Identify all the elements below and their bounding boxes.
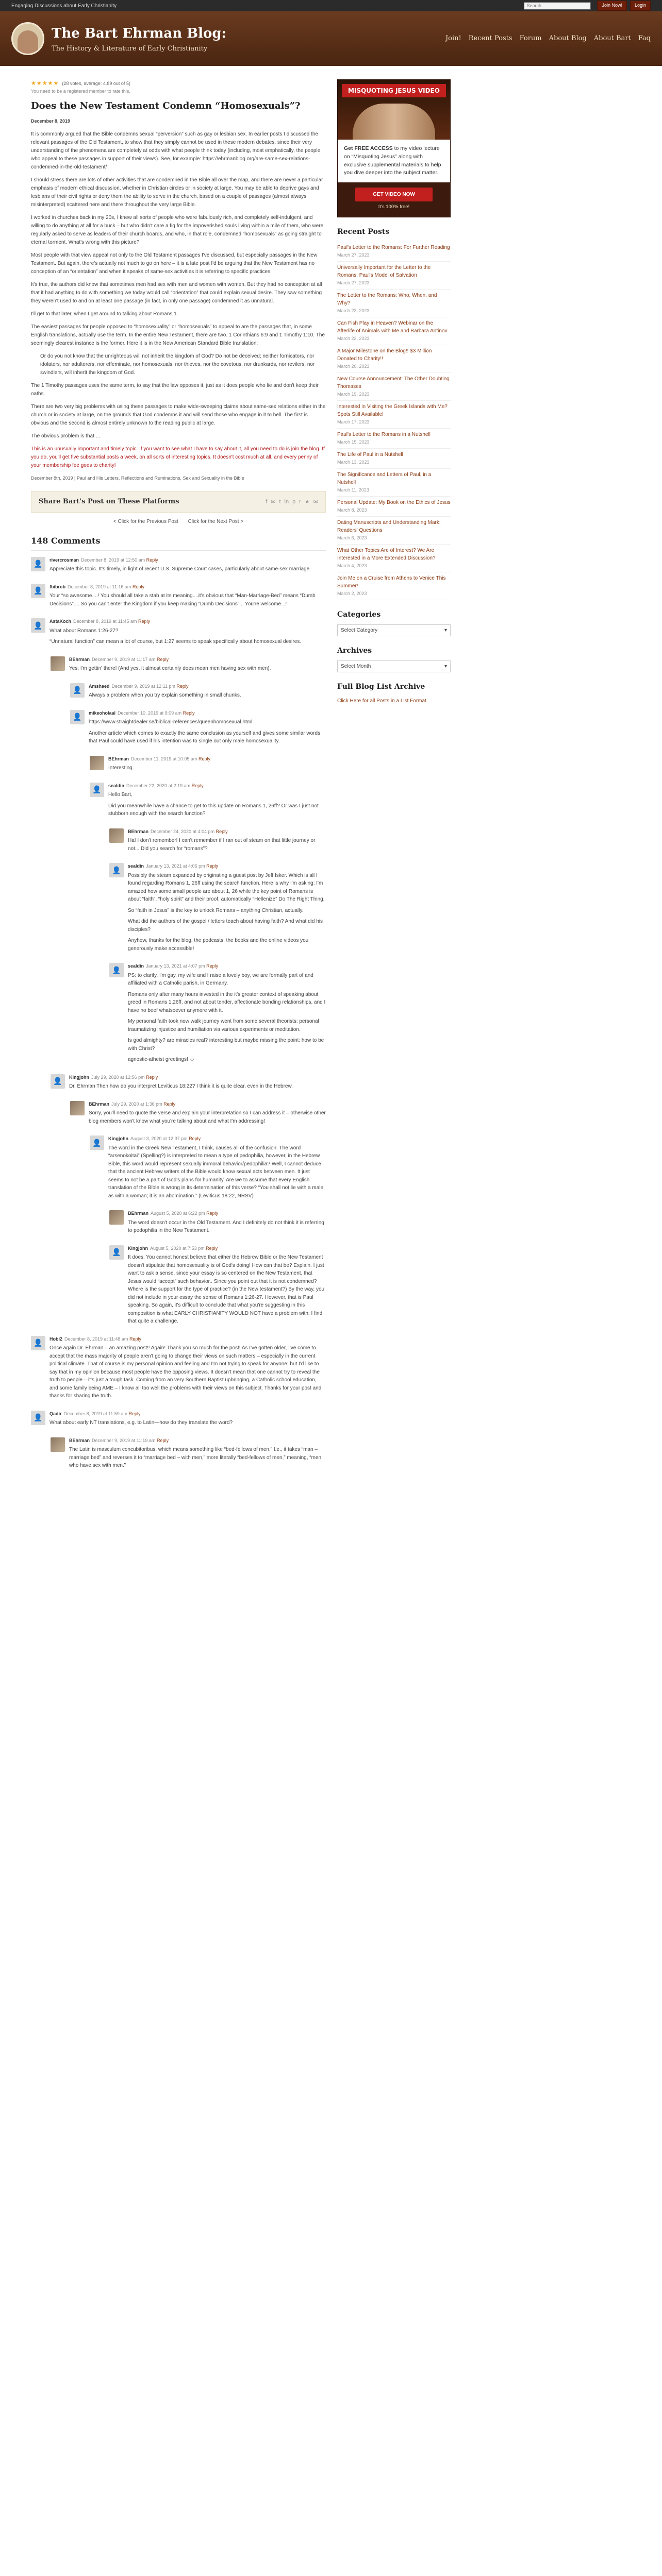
comment-header — [128, 828, 326, 836]
comment-date[interactable]: December 10, 2019 at 9:09 am — [118, 710, 182, 716]
comment-text — [89, 718, 326, 745]
comments-title: 148 Comments — [31, 535, 326, 551]
comment-author[interactable]: Qadir — [49, 1411, 62, 1416]
comment-date[interactable]: December 9, 2019 at 11:19 am — [92, 1437, 156, 1443]
archives-heading: Archives — [337, 647, 372, 655]
sidebar — [337, 79, 451, 1480]
avatar — [51, 1437, 65, 1452]
recent-post-date: March 19, 2023 — [337, 392, 370, 397]
full-blog-list-link[interactable]: Click Here for all Posts in a List Format — [337, 698, 426, 704]
previous-post-link[interactable]: < Click for the Previous Post — [113, 518, 178, 524]
join-now-button[interactable]: Join Now! — [597, 1, 627, 11]
comment-paragraph: https://www.straightdealer.se/biblical-references/queenhomosexual.html — [89, 719, 253, 725]
reply-link[interactable]: Reply — [191, 783, 204, 788]
comment-text — [69, 665, 326, 673]
recent-post-date: March 4, 2023 — [337, 563, 367, 569]
avatar — [70, 1101, 85, 1115]
comment-paragraph: My personal faith took now walk journey went from some several theorists: personal traumatizing injustice and humiliation via various experiments or meditation. — [128, 1019, 319, 1032]
comment-header — [69, 1437, 326, 1445]
comment-author[interactable]: Kingjohn — [69, 1074, 89, 1080]
rating-text: (28 votes, average: 4.89 out of 5) — [62, 80, 130, 86]
recent-posts-list — [337, 242, 451, 600]
recent-post-link[interactable]: The Significance and Letters of Paul, in a Nutshell — [337, 472, 432, 486]
promo-banner: MISQUOTING JESUS VIDEO — [342, 84, 446, 97]
comment — [109, 963, 326, 1067]
bookmark-icon[interactable]: ★ — [304, 498, 310, 505]
recent-post-link[interactable]: The Letter to the Romans: Who, When, and Why? — [337, 293, 437, 307]
linkedin-icon[interactable]: in — [284, 498, 289, 505]
comment-header — [69, 1074, 326, 1081]
nav-about-bart[interactable]: About Bart — [593, 35, 631, 43]
comment-body — [128, 863, 326, 956]
avatar: 👤 — [31, 557, 45, 571]
share-title: Share Bart's Post on These Platforms — [39, 498, 179, 505]
avatar: 👤 — [109, 863, 124, 877]
reply-link[interactable]: Reply — [206, 963, 219, 969]
recent-post-date: March 20, 2023 — [337, 364, 370, 369]
nav-forum[interactable]: Forum — [519, 35, 542, 43]
reply-link[interactable]: Reply — [156, 656, 169, 662]
nav-about-blog[interactable]: About Blog — [549, 35, 587, 43]
comment-date[interactable]: July 29, 2020 at 12:56 pm — [91, 1074, 145, 1080]
comment-text — [128, 1219, 326, 1235]
recent-post-link[interactable]: Dating Manuscripts and Understanding Mark: Readers' Questions — [337, 520, 441, 534]
reply-link[interactable]: Reply — [189, 1136, 201, 1141]
search-input[interactable] — [524, 2, 591, 10]
comment-paragraph: Yes, I'm gettin' there! (And yes, it almost certainly does mean men having sex with men). — [69, 666, 271, 671]
recent-post-link[interactable]: Can Fish Play in Heaven? Webinar on the Afterlife of Animals with Me and Barbara Antinov — [337, 320, 448, 334]
comment-paragraph: agnostic-atheist greetings! ☺ — [128, 1057, 195, 1062]
recent-post-date: March 13, 2023 — [337, 460, 370, 465]
avatar: 👤 — [70, 710, 85, 724]
comment — [90, 756, 326, 775]
reply-link[interactable]: Reply — [163, 1101, 176, 1107]
facebook-icon[interactable]: f — [266, 498, 268, 505]
comment — [90, 783, 326, 821]
recent-post-item — [337, 517, 451, 545]
categories-select-value: Select Category — [341, 628, 378, 634]
site-logo[interactable] — [11, 22, 44, 55]
reply-link[interactable]: Reply — [146, 557, 158, 563]
comment-body — [49, 557, 326, 577]
comment-date[interactable]: December 8, 2019 at 12:50 am — [81, 557, 145, 563]
share-box — [31, 491, 326, 513]
comment-paragraph: Is god almighty? are miracles real? interesting but maybe missing the point: how to be with Christ? — [128, 1038, 324, 1052]
post-paragraph: The easiest passages for people opposed to “homosexuality” or “homosexuals” to appeal to are the passages that, in some English translations, actually use the term. In the entire New Testament, there are two. 1 Corinthians 6:9 and 1 Timothy 1:10. The seemingly clearest instance is the former. Here it is in the New American Standard Bible translation: — [31, 324, 325, 346]
avatar: 👤 — [70, 683, 85, 698]
recent-post-item — [337, 545, 451, 572]
comment-header — [108, 783, 326, 790]
comment — [51, 1437, 326, 1473]
comment-paragraph: Romans only after many hours invested in the it's greater context of speaking about greed in Romans 1,26ff, and not about tender, affectionate bonding relationships, and I have no beef whatsoever anymore with it. — [128, 991, 326, 1013]
post-paragraph: The 1 Timothy passages uses the same term, to say that the law opposes it, just as it does people who lie and don't keep their oaths. — [31, 382, 319, 397]
comment-author[interactable]: BEhrman — [108, 756, 129, 761]
comment-date[interactable]: August 5, 2020 at 6:22 pm — [151, 1211, 205, 1216]
comment-header — [108, 756, 326, 763]
avatar: 👤 — [31, 618, 45, 633]
reply-link[interactable]: Reply — [129, 1336, 141, 1342]
top-bar — [0, 0, 662, 11]
comment-date[interactable]: December 8, 2019 at 11:48 am — [64, 1336, 128, 1342]
avatar — [51, 656, 65, 671]
comment-body — [108, 1136, 326, 1203]
next-post-link[interactable]: Click for the Next Post > — [188, 518, 244, 524]
reply-link[interactable]: Reply — [183, 710, 195, 716]
chevron-down-icon: ▾ — [444, 628, 447, 634]
recent-post-item — [337, 317, 451, 345]
comment-date[interactable]: August 5, 2020 at 7:53 pm — [150, 1245, 205, 1251]
comment — [31, 557, 326, 577]
main-nav — [445, 33, 651, 44]
comment — [70, 710, 326, 749]
comment — [70, 1101, 326, 1129]
share-icons — [266, 498, 318, 506]
comment-author[interactable]: sealdin — [108, 783, 125, 788]
recent-post-date: March 17, 2023 — [337, 419, 370, 425]
recent-posts-heading: Recent Posts — [337, 228, 390, 236]
comment-date[interactable]: December 9, 2019 at 11:17 am — [92, 656, 156, 662]
pinterest-icon[interactable]: p — [292, 498, 296, 505]
reply-link[interactable]: Reply — [146, 1074, 158, 1080]
post-paragraph: I should stress there are lots of other activities that are condemned in the Bible all over the map, and there are never a particular emphasis of modern ethical discussion, whether in Christian circles or in society at large. You may be able to deprive gays and lesbians of their civil rights or deny them the ability to serve in the church, based on a couple of passages (almost always misinterpreted) scattered here and there throughout the very large Bible. — [31, 177, 323, 208]
comment-body — [49, 618, 326, 649]
twitter-icon[interactable]: t — [279, 498, 281, 505]
comment-body — [49, 1411, 326, 1430]
reply-link[interactable]: Reply — [206, 1211, 219, 1216]
comment-paragraph: What about Romans 1:26-27? — [49, 628, 119, 634]
comment-text — [69, 1082, 326, 1091]
comment-text — [128, 837, 326, 853]
comment-text — [128, 972, 326, 1064]
recent-post-item — [337, 572, 451, 600]
comment-body — [69, 1437, 326, 1473]
comment-paragraph: Anyhow, thanks for the blog, the podcasts, the books and the online videos you generously make accessible! — [128, 938, 309, 952]
recent-post-date: March 23, 2023 — [337, 308, 370, 314]
post-paragraph: There are two very big problems with using these passages to make wide-sweeping claims about same-sex relations either in the church or in society at large, on the grounds that God condemns it and will send those who engage in it to hell. The first is obvious and the second is almost entirely unknown to the reading public at large. — [31, 403, 326, 426]
recent-post-date: March 8, 2023 — [337, 507, 367, 513]
recent-post-link[interactable]: The Life of Paul in a Nutshell — [337, 452, 403, 458]
comment-paragraph: Your “so awesome....! You should all take a stab at its meaning....it's obvious that “Man-Marriage-Bed” means “Dumb Decisions”.... So you can't enter the Kingdom if you keep making “Dumb Decisions”... You're welcome...! — [49, 593, 316, 607]
nav-faq[interactable]: Faq — [638, 35, 651, 43]
post-meta[interactable]: December 8th, 2019 | Paul and His Letters, Reflections and Ruminations, Sex and Sexuality in the Bible — [31, 475, 244, 481]
comment-date[interactable]: July 29, 2020 at 1:36 pm — [111, 1101, 162, 1107]
post-body — [31, 130, 326, 470]
avatar — [90, 756, 104, 770]
comment-text — [128, 872, 326, 953]
nav-join[interactable]: Join! — [445, 35, 461, 43]
comment-text — [108, 764, 326, 772]
comment-date[interactable]: December 8, 2019 at 11:45 am — [73, 619, 137, 624]
recent-post-link[interactable]: A Major Milestone on the Blog!! $3 Million Donated to Charity!! — [337, 348, 432, 362]
comment — [109, 828, 326, 856]
comment-header — [49, 1411, 326, 1418]
comment-author[interactable]: BEhrman — [89, 1101, 110, 1107]
avatar: 👤 — [31, 584, 45, 598]
recent-post-link[interactable]: Join Me on a Cruise from Athens to Venice This Summer! — [337, 575, 446, 589]
comment-text — [69, 1446, 326, 1470]
comment-paragraph: Sorry, you'll need to quote the verse and explain your interpretation so I can address it – otherwise other blog members won't know what you're talking about and what I'm addressing! — [89, 1110, 326, 1124]
comment-body — [128, 1245, 326, 1329]
comment — [31, 1411, 326, 1430]
reply-link[interactable]: Reply — [156, 1437, 169, 1443]
site-title[interactable]: The Bart Ehrman Blog: — [52, 25, 227, 41]
recent-post-date: March 27, 2023 — [337, 280, 370, 286]
promo-photo — [353, 104, 435, 140]
comment-body — [108, 783, 326, 821]
post-paragraph: The obvious problem is that … — [31, 433, 101, 439]
avatar: 👤 — [90, 783, 104, 797]
comment-text — [108, 791, 326, 818]
comment-body — [108, 756, 326, 775]
comment-paragraph: Once again Dr. Ehrman – an amazing post!! Again! Thank you so much for the post! As I've gotten older, I've come to accept that the mass majority of people aren't going to change their views on such matters – especially in the current political climate. That of course is my personal opinion and feeling and I'm not trying to speak for anyone; but I'd like to say that in my opinion because most people have the opposing views. It doesn't mean that one cannot try to reveal the truth to people – it's just a tough task. Coming from an very Southern Baptist upbringing, a Catholic school education, and some family being AME – I know all too well the problems with their views on this subject. Thanks for your post and thanks for sharing the truth. — [49, 1345, 322, 1399]
avatar: 👤 — [109, 1245, 124, 1260]
comment-author[interactable]: Kingjohn — [128, 1245, 148, 1251]
comment-header — [89, 683, 326, 690]
full-blog-heading: Full Blog List Archive — [337, 683, 425, 691]
comment-date[interactable]: January 13, 2021 at 4:06 pm — [146, 863, 205, 869]
recent-post-item — [337, 373, 451, 401]
comment-header — [49, 618, 326, 625]
post-paragraph: It's true, the authors did know that sometimes men had sex with men and women with women. But they had no conception at all that it had anything to do with something we today would call “orientation” that could explain sexual desire. They saw something they weren't used to and on at least one passage (in fact, in only one passage) condemned it as unnatural. — [31, 281, 322, 304]
comment — [51, 656, 326, 676]
recent-post-date: March 22, 2023 — [337, 336, 370, 342]
comment-paragraph: So “faith in Jesus” is the key to unlock Romans – anything Christian, actually. — [128, 907, 304, 913]
comment-author[interactable]: sealdin — [128, 863, 144, 869]
avatar — [109, 1210, 124, 1225]
comment-author[interactable]: BEhrman — [128, 1211, 149, 1216]
bible-quote: Or do you not know that the unrighteous will not inherit the kingdom of God? Do not be deceived; neither fornicators, nor idolaters, nor adulterers, nor effeminate, nor homosexuals, nor thieves, nor the covetous, nor drunkards, nor revilers, nor swindlers, will inherit the kingdom of God. — [40, 353, 315, 376]
categories-select[interactable] — [337, 624, 451, 636]
comment-paragraph: Always a problem when you try explain something in small chunks. — [89, 692, 241, 698]
post-paragraph: Most people with that view appeal not only to the Old Testament passages I've discussed, but especially passages in the New Testament. But again, there's actually not much to go on here – it is a late post I'd be arguing that the New Testament has no conception of an “orientation” and when it speaks of same-sex activities it is referring to specific practices. — [31, 252, 318, 275]
comment-date[interactable]: December 8, 2019 at 11:16 am — [68, 584, 131, 589]
login-button[interactable]: Login — [630, 1, 651, 11]
recent-post-link[interactable]: New Course Announcement: The Other Doubting Thomases — [337, 376, 450, 390]
main-content — [31, 79, 326, 1480]
site-tagline: Engaging Discussions about Early Christianity — [11, 3, 117, 9]
comment-author[interactable]: AstaKoch — [49, 619, 72, 624]
comment-date[interactable]: August 3, 2020 at 12:37 pm — [130, 1136, 188, 1141]
comment-paragraph: The Latin is masculum concubitoribus, which means something like “bed-fellows of men.” I.e., it takes “man – marriage bed” and reverses it to “marriage bed – with men,” more literally “bed-fellows of men,” meaning, “men who have sex with men.” — [69, 1447, 322, 1468]
reply-link[interactable]: Reply — [198, 756, 210, 761]
post-title: Does the New Testament Condemn “Homosexuals”? — [31, 100, 301, 111]
archives-select-value: Select Month — [341, 664, 371, 670]
avatar: 👤 — [31, 1411, 45, 1425]
recent-post-link[interactable]: Paul's Letter to the Romans: For Further Reading — [337, 245, 450, 251]
comment — [90, 1136, 326, 1203]
comment-header — [49, 557, 326, 564]
comment-header — [128, 1245, 326, 1252]
comment — [31, 618, 326, 649]
recent-post-item — [337, 242, 451, 262]
comment — [109, 1210, 326, 1238]
recent-post-link[interactable]: Paul's Letter to the Romans in a Nutshell — [337, 432, 431, 438]
reply-link[interactable]: Reply — [216, 828, 228, 834]
promo-get-free: Get FREE ACCESS — [344, 145, 393, 151]
comment-author[interactable]: BEhrman — [69, 1437, 90, 1443]
post-paragraph: It is commonly argued that the Bible condemns sexual “perversion” such as gay or lesbian sex. In earlier posts I discussed the relevant passages of the Old Testament, to show that they simply cannot be used in these modern debates, since their very understanding of the phenomena are completely at odds with what people think today (including, most emphatically, the people who appeal to these passages in support of their views). See, for example: https://ehrmanblog.org/are-same-sex-relations-condemned-in-the-old-testament/ — [31, 131, 321, 170]
comment-author[interactable]: rivercrosman — [49, 557, 79, 563]
reply-link[interactable]: Reply — [128, 1411, 141, 1416]
comment-paragraph: PS: to clarify, I'm gay, my wife and I raise a lovely boy, we are formally part of and affiliated with a Catholic parish, in Germany. — [128, 972, 313, 986]
comment-paragraph: It does. You cannot honest believe that either the Hebrew Bible or the New Testament doesn't stipulate that homosexuality is of God's doing! How can that be? Explain. I just want to ask a sense, since your essay is so centered on the New Testament, that Jesus would “accept” such behavior.. Since you point out that it is not condemned? Where is the support for the type of practice? (in the New testament?) By the way, you did not include in your essay the sense of Romans 1:26-27. However, that is Paul speaking. So again, it's difficult to conclude that what you're suggesting in this composition is what EARLY CHRISTIANITY WOULD NOT have a problem with; I find that quite a challenge. — [128, 1255, 325, 1324]
post-navigation — [31, 518, 326, 526]
comment-text — [49, 565, 326, 573]
comment-paragraph: Appreciate this topic. It's timely, in light of recent U.S. Supreme Court cases, particularly about same-sex marriage. — [49, 566, 311, 572]
reply-link[interactable]: Reply — [138, 619, 150, 624]
comment-paragraph: The word in the Greek New Testament, I think, causes all of the confusion. The word “arsenokoitai” (Spelling?) is interpreted to mean a type of pedophilia, however, in the Hebrew Bible, this word would represent sexually immoral behavior/pedophilia? Well, I cannot deduce that the ancient Hebrew writers of the Bible would know sexual acts between men. It just seems to not be a part of God's plans for humanity. Are we to assume that every English translation of the Bible is wrong in its determination of this verse? “You shall not lie with a male as with a woman; it is an abomination.” (Leviticus 18:22, NRSV) — [108, 1145, 324, 1199]
comment-author[interactable]: fbibrob — [49, 584, 65, 589]
comment-body — [128, 828, 326, 856]
reply-link[interactable]: Reply — [206, 1245, 218, 1251]
comment-author[interactable]: BEhrman — [128, 828, 149, 834]
comment-text — [89, 1109, 326, 1125]
site-subtitle: The History & Literature of Early Christianity — [52, 44, 208, 53]
rating-note: You need to be a registered member to rate this. — [31, 88, 130, 94]
comment-text — [108, 1144, 326, 1200]
comment-paragraph: Interesting. — [108, 765, 134, 771]
comment-author[interactable]: Hobi2 — [49, 1336, 63, 1342]
comment — [51, 1074, 326, 1094]
comment-author[interactable]: sealdin — [128, 963, 144, 969]
comment-header — [128, 863, 326, 870]
comment-paragraph: What did the authors of the gospel / letters teach about having faith? And what did his disciples? — [128, 919, 323, 933]
site-header — [0, 11, 662, 66]
recent-post-item — [337, 345, 451, 373]
avatar: 👤 — [31, 1336, 45, 1350]
promo-image[interactable] — [338, 80, 450, 140]
comment-date[interactable]: January 13, 2021 at 4:07 pm — [146, 963, 205, 969]
comment-date[interactable]: December 8, 2019 at 11:59 am — [63, 1411, 127, 1416]
comment-body — [69, 1074, 326, 1094]
comment-text — [49, 592, 326, 608]
comment-paragraph: Another article which comes to exactly the same conclusion as yourself and gives some similar words that Paul could have used if his intention was to single out only male homosexuality. — [89, 730, 321, 744]
reply-link[interactable]: Reply — [132, 584, 144, 589]
comment-paragraph: Possibly the steam expanded by originating a guest post by Jeff Isker. Which is all I found regarding Romans 1, 26ff using the search function. Here is why I'm asking: I'm amazed how some small people are about 1, 26 while the key point of Romans is about “faith”, “holy spirit” and their proof: automatically “Hellenize” Do The Right Thing. — [128, 872, 325, 902]
recent-post-item — [337, 290, 451, 317]
comment-date[interactable]: December 9, 2019 at 12:11 pm — [111, 683, 175, 689]
recent-post-date: March 15, 2023 — [337, 439, 370, 445]
comment-text — [89, 691, 326, 700]
comment-author[interactable]: Kingjohn — [108, 1136, 128, 1141]
comment-author[interactable]: mikeoholaal — [89, 710, 116, 716]
recent-post-item — [337, 449, 451, 469]
reply-link[interactable]: Reply — [176, 683, 189, 689]
comment-author[interactable]: Amshaed — [89, 683, 110, 689]
comment-date[interactable]: December 11, 2019 at 10:05 am — [131, 756, 197, 761]
avatar — [109, 828, 124, 843]
categories-heading: Categories — [337, 611, 381, 619]
comment-body — [69, 656, 326, 676]
recent-post-item — [337, 497, 451, 517]
comment-paragraph: What about early NT translations, e.g. to Latin—how do they translate the word? — [49, 1420, 233, 1426]
recent-post-item — [337, 401, 451, 429]
comment — [70, 683, 326, 703]
recent-post-date: March 2, 2023 — [337, 591, 367, 597]
nav-recent-posts[interactable]: Recent Posts — [468, 35, 512, 43]
archives-select[interactable] — [337, 660, 451, 672]
comment-paragraph: Did you meanwhile have a chance to get to this update on Romans 1, 26ff? Or was I just not stubborn enough with the search function? — [108, 803, 319, 817]
recent-post-link[interactable]: Personal Update: My Book on the Ethics of Jesus — [337, 500, 451, 506]
promo-note: It's 100% free! — [378, 204, 410, 210]
comment — [109, 1245, 326, 1329]
comment-paragraph: “Unnatural function” can mean a lot of course, but 1:27 seems to speak specifically about homosexual desires. — [49, 639, 302, 645]
comment-body — [128, 1210, 326, 1238]
comment-date[interactable]: December 22, 2020 at 2:19 am — [126, 783, 191, 788]
reddit-icon[interactable]: r — [299, 498, 301, 505]
comment-header — [49, 1336, 326, 1343]
comment-body — [49, 1336, 326, 1403]
comment-paragraph: Ha! I don't remember! I can't remember if I ran out of steam on that little journey or not... Did you search for “romans”? — [128, 838, 316, 852]
video-promo — [337, 79, 451, 217]
brand — [52, 24, 445, 54]
comment-paragraph: Dr. Ehrman Then how do you interpret Leviticus 18:22? I think it is quite clear, even in the Hebrew, — [69, 1083, 293, 1089]
post-date: December 8, 2019 — [31, 118, 71, 124]
post-paragraph: I worked in churches back in my 20s, I knew all sorts of people who were fabulously rich, and completely self-indulgent, and willing to do anything at all for a buck – but who didn't care a fig for the impoverished souls living within a mile of them, who were regularly asked to serve as leaders of their church boards, and who, in that role, condemned “homosexuals” as going straight to eternal torment. What's wrong with this picture? — [31, 214, 324, 245]
recent-post-link[interactable]: Interested in Visiting the Greek Islands with Me? Spots Still Available! — [337, 404, 448, 418]
promo-description: to my video lecture on “Misquoting Jesus” along with exclusive supplemental materials to help you dive deeper into the subject matter. — [344, 145, 441, 176]
mail-icon[interactable]: ✉ — [313, 498, 318, 505]
avatar: 👤 — [109, 963, 124, 977]
avatar: 👤 — [51, 1074, 65, 1089]
comment-paragraph: Hello Bart, — [108, 792, 133, 798]
chevron-down-icon: ▾ — [444, 664, 447, 670]
recent-post-link[interactable]: Universally Important for the Letter to the Romans: Paul's Model of Salvation — [337, 265, 431, 279]
comment-text — [49, 1344, 326, 1400]
recent-post-item — [337, 262, 451, 290]
comment-paragraph: The word doesn't occur in the Old Testament. And I definitely do not think it is referring to pedophilia in the New Testament. — [128, 1219, 324, 1233]
promo-card — [338, 140, 450, 182]
comment-author[interactable]: BEhrman — [69, 656, 90, 662]
reply-link[interactable]: Reply — [206, 863, 219, 869]
comment — [31, 1336, 326, 1403]
comment-list — [31, 557, 326, 1473]
recent-post-item — [337, 469, 451, 497]
recent-post-date: March 27, 2023 — [337, 252, 370, 258]
recent-post-date: March 6, 2023 — [337, 535, 367, 541]
post-paragraph: I'll get to that later, when I get around to talking about Romans 1. — [31, 311, 178, 317]
comment-header — [69, 656, 326, 664]
comment-body — [89, 1101, 326, 1129]
comment-header — [89, 1101, 326, 1108]
comment-header — [128, 963, 326, 970]
membership-callout[interactable]: This is an unusually important and timely topic. If you want to see what I have to say about it, all you need to do is join the blog. If you do, you'll get five substantial posts a week, on all sorts of interesting topics. It doesn't cost much at all, and every penny of your membership fee goes to charity! — [31, 446, 325, 468]
comment — [109, 863, 326, 956]
avatar: 👤 — [90, 1136, 104, 1150]
comment-body — [89, 710, 326, 749]
comment-header — [89, 710, 326, 717]
recent-post-link[interactable]: What Other Topics Are of Interest? We Are Interested in a More Extended Discussion? — [337, 548, 436, 562]
comment-text — [128, 1253, 326, 1326]
comment — [31, 584, 326, 612]
comment-body — [128, 963, 326, 1067]
star-rating-icon[interactable]: ★★★★★ — [31, 80, 59, 87]
comment-date[interactable]: December 24, 2020 at 4:04 pm — [151, 828, 215, 834]
comment-header — [128, 1210, 326, 1217]
comment-body — [49, 584, 326, 612]
comment-body — [89, 683, 326, 703]
comment-header — [49, 584, 326, 591]
email-icon[interactable]: ✉ — [271, 498, 276, 505]
comment-text — [49, 1419, 326, 1427]
rating-row — [31, 79, 326, 88]
recent-post-item — [337, 429, 451, 449]
get-video-button[interactable]: GET VIDEO NOW — [355, 188, 433, 201]
comment-text — [49, 627, 326, 646]
recent-post-date: March 11, 2023 — [337, 487, 369, 493]
comment-header — [108, 1136, 326, 1143]
